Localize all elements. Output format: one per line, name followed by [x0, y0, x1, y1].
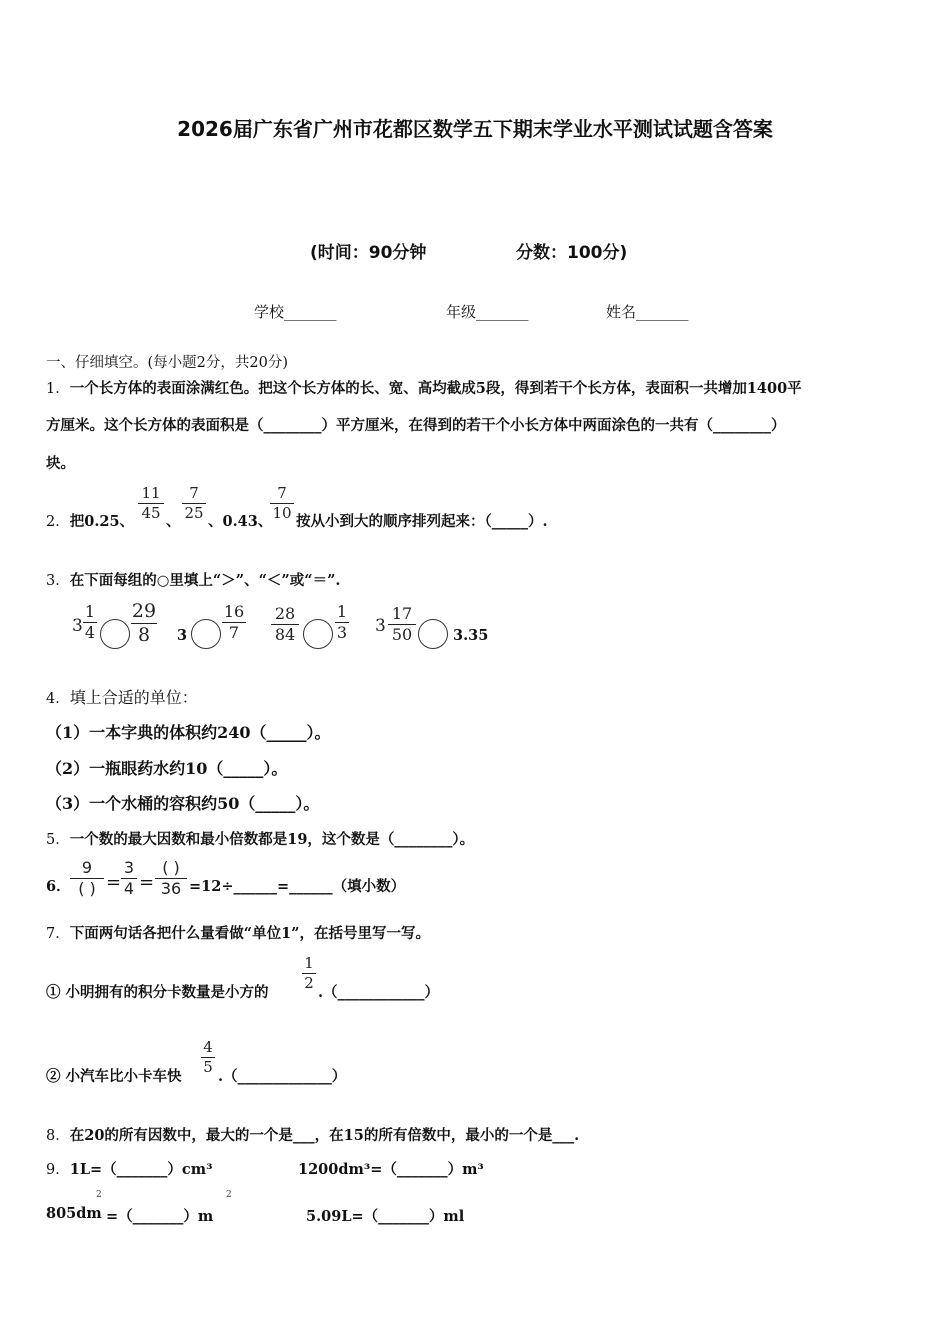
question-number: 8．	[46, 1128, 70, 1144]
section-title: 一、仔细填空。(每小题2分，共20分)	[46, 355, 288, 371]
question-3	[46, 569, 340, 590]
q4-item-1: （1）一本字典的体积约240（_____）。	[46, 723, 331, 742]
q7-sentence-2: ② 小汽车比小卡车快	[46, 1068, 182, 1085]
name-field: 姓名_______	[606, 303, 689, 321]
exam-time: (时间：90分钟	[310, 243, 427, 263]
denominator: 8	[137, 624, 151, 646]
fraction-11-45	[138, 486, 164, 521]
denominator: 2	[304, 974, 314, 992]
q9-item-a: 1L=（_______）cm³	[69, 1161, 213, 1178]
numerator: 29	[131, 600, 157, 622]
fraction-16-7	[222, 604, 246, 641]
numerator: 28	[274, 604, 296, 623]
fraction-1-4	[83, 604, 97, 641]
page-title: 2026届广东省广州市花都区数学五下期末学业水平测试试题含答案	[177, 117, 773, 141]
question-number: 5．	[46, 832, 70, 848]
question-2	[46, 510, 134, 531]
denominator: 45	[141, 504, 161, 522]
fraction-28-84	[271, 606, 299, 643]
q1-line2: 方厘米。这个长方体的表面积是（________）平方厘米，在得到的若干个小长方体中两面涂色的一共有（________）	[46, 417, 786, 434]
q4-item-2: （2）一瓶眼药水约10（_____）。	[46, 759, 288, 778]
compare-circle[interactable]	[418, 619, 448, 649]
mixed-whole: 3	[72, 616, 83, 636]
question-number: 4．	[46, 691, 70, 707]
numerator: 9	[81, 858, 93, 877]
denominator: 25	[184, 504, 204, 522]
fraction-1-2	[302, 956, 316, 991]
superscript: 2	[226, 1190, 232, 1200]
numerator: 16	[223, 602, 245, 621]
compare-right-value: 3.35	[453, 627, 489, 644]
equals-sign: =	[106, 872, 122, 893]
q3-text: 在下面每组的○里填上“＞”、“＜”或“＝”.	[69, 572, 341, 589]
denominator: ( )	[78, 879, 96, 898]
denominator: 50	[391, 625, 413, 644]
denominator: 4	[123, 879, 135, 898]
numerator: 4	[203, 1038, 213, 1056]
q6-tail: =12÷______=______（填小数）	[189, 878, 406, 895]
fraction-blank-36	[155, 860, 187, 897]
fraction-7-10	[270, 486, 294, 521]
question-6-number: 6．	[46, 878, 71, 895]
q9-item-c-part2: =（_______）m	[106, 1208, 214, 1225]
denominator: 7	[228, 623, 240, 642]
q9-item-b: 1200dm³=（_______）m³	[298, 1161, 484, 1178]
q2-separator: 、	[166, 513, 181, 530]
compare-left-value: 3	[177, 627, 188, 644]
compare-circle[interactable]	[100, 619, 130, 649]
q2-part1: 把0.25、	[69, 513, 135, 530]
school-field: 学校_______	[254, 303, 337, 321]
denominator: 36	[160, 879, 182, 898]
denominator: 5	[203, 1058, 213, 1076]
denominator: 3	[336, 623, 348, 642]
q2-part3: 按从小到大的顺序排列起来：（_____）.	[296, 513, 548, 530]
question-number: 7．	[46, 926, 70, 942]
question-5	[46, 828, 474, 849]
q7-sentence-1: ① 小明拥有的积分卡数量是小方的	[46, 984, 269, 1001]
question-8	[46, 1124, 579, 1145]
q8-text: 在20的所有因数中，最大的一个是___，在15的所有倍数中，最小的一个是___.	[69, 1127, 580, 1144]
numerator: 1	[304, 954, 314, 972]
question-9	[46, 1158, 212, 1179]
q7-blank-2: .（_____________）	[218, 1068, 347, 1085]
numerator: 7	[189, 484, 199, 502]
exam-score: 分数：100分)	[516, 243, 628, 263]
compare-circle[interactable]	[191, 619, 221, 649]
numerator: 11	[141, 484, 161, 502]
numerator: ( )	[162, 858, 180, 877]
compare-circle[interactable]	[303, 619, 333, 649]
question-number: 9．	[46, 1162, 70, 1178]
equals-sign: =	[139, 872, 155, 893]
denominator: 4	[84, 623, 96, 642]
q1-line3: 块。	[46, 455, 75, 472]
q9-item-d: 5.09L=（_______）ml	[306, 1208, 465, 1225]
question-number: 1．	[46, 381, 70, 397]
q7-text: 下面两句话各把什么量看做“单位1”，在括号里写一写。	[69, 925, 431, 942]
fraction-7-25	[182, 486, 206, 521]
fraction-3-4	[121, 860, 137, 897]
q2-part2: 、0.43、	[208, 513, 273, 530]
question-number: 3．	[46, 573, 70, 589]
numerator: 7	[277, 484, 287, 502]
mixed-whole: 3	[375, 616, 386, 636]
numerator: 3	[123, 858, 135, 877]
q1-line1: 一个长方体的表面涂满红色。把这个长方体的长、宽、高均截成5段，得到若干个长方体，表面积一共增加1400平	[69, 380, 802, 397]
q9-item-c-part1: 805dm	[46, 1205, 102, 1222]
q7-blank-1: .（____________）	[318, 984, 440, 1001]
fraction-9-blank	[70, 860, 104, 897]
question-number: 2．	[46, 514, 70, 530]
denominator: 84	[274, 625, 296, 644]
denominator: 10	[272, 504, 292, 522]
question-4	[46, 685, 198, 708]
q4-title: 填上合适的单位：	[69, 688, 198, 707]
question-7	[46, 922, 430, 943]
q5-text: 一个数的最大因数和最小倍数都是19，这个数是（________）。	[69, 831, 475, 848]
grade-field: 年级_______	[446, 303, 529, 321]
numerator: 1	[336, 602, 348, 621]
numerator: 1	[84, 602, 96, 621]
fraction-17-50	[388, 606, 416, 643]
numerator: 17	[391, 604, 413, 623]
question-1	[46, 377, 802, 398]
fraction-4-5	[201, 1040, 215, 1075]
superscript: 2	[96, 1190, 102, 1200]
q4-item-3: （3）一个水桶的容积约50（_____）。	[46, 794, 320, 813]
fraction-1-3	[335, 604, 349, 641]
fraction-29-8	[131, 602, 157, 645]
